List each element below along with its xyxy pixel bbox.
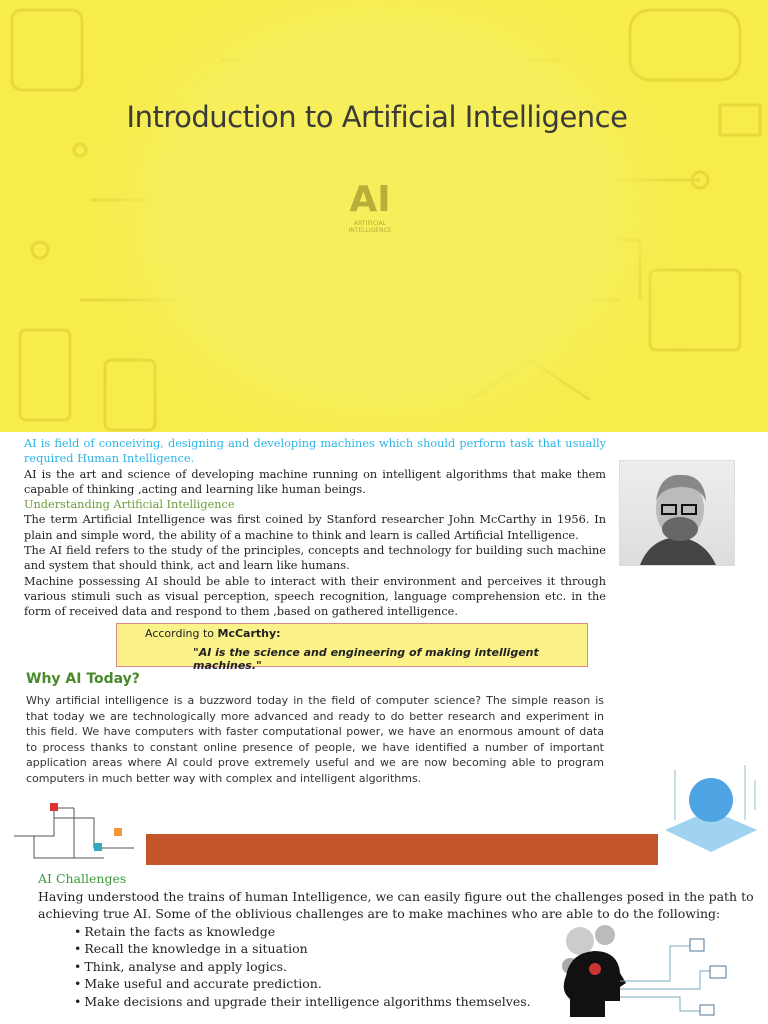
hero-banner [0,0,768,432]
mccarthy-quote-box [116,623,588,672]
quote-author: McCarthy: [217,627,281,640]
mccarthy-portrait [619,460,735,566]
ai-logo-sub1: ARTIFICIAL [354,220,386,227]
intro-section [24,436,606,620]
list-item: • Think, analyse and apply logics. [74,958,758,976]
intro-definition: AI is field of conceiving, designing and developing machines which should perform task that usually required Human Intelligence. [24,437,606,466]
list-item: • Make decisions and upgrade their intelligence algorithms themselves. [74,993,758,1011]
intro-paragraph: The term Artificial Intelligence was first coined by Stanford researcher John McCarthy in 1956. In plain and simple word, the ability of a machine to think and learn is called Artificial Intelligence. [24,513,606,542]
intro-paragraph: Machine possessing AI should be able to interact with their environment and perceives it through various stimuli such as visual perception, speech recognition, language comprehension etc. in the form of received data and respond to them ,based on gathered intelligence. [24,574,606,619]
why-ai-body: Why artificial intelligence is a buzzword today in the field of computer science? The simple reason is that today we are technologically more advanced and ready to do better research and experiment in this field. We have computers with faster computational power, we have an enormous amount of data to process thanks to constant online presence of people, we have identified a number of important application areas where AI could prove extremely useful and we are now becoming able to program computers in much better way with complex and intelligent algorithms. [26,694,604,785]
list-item: • Retain the facts as knowledge [74,923,758,941]
quote-text: "AI is the science and engineering of making intelligent machines." [193,646,539,672]
divider-bar [146,834,658,865]
ai-logo [330,180,410,234]
intro-paragraph: The AI field refers to the study of the principles, concepts and technology for building such machine and system that should think, act and learn like humans. [24,544,606,573]
page-title: Introduction to Artificial Intelligence [126,100,628,134]
list-item: • Make useful and accurate prediction. [74,975,758,993]
understanding-heading: Understanding Artificial Intelligence [24,498,235,512]
intro-paragraph: AI is the art and science of developing machine running on intelligent algorithms that make them capable of thinking ,acting and learning like human beings. [24,467,606,496]
head-network-illustration [550,921,736,1017]
list-item: • Recall the knowledge in a situation [74,940,758,958]
quote-prefix: According to [145,627,218,640]
portrait-illustration [620,461,734,565]
why-ai-heading: Why AI Today? [26,671,140,687]
ai-logo-text: AI [349,179,391,220]
ai-brain-chip-illustration [655,760,767,860]
ai-logo-sub2: INTELLIGENCE [348,227,392,234]
circuit-illustration [14,798,146,866]
challenges-intro: Having understood the trains of human Intelligence, we can easily figure out the challenges posed in the path to achieving true AI. Some of the oblivious challenges are to make machines who are able to do the following: [38,888,754,921]
challenges-heading: AI Challenges [38,871,127,886]
